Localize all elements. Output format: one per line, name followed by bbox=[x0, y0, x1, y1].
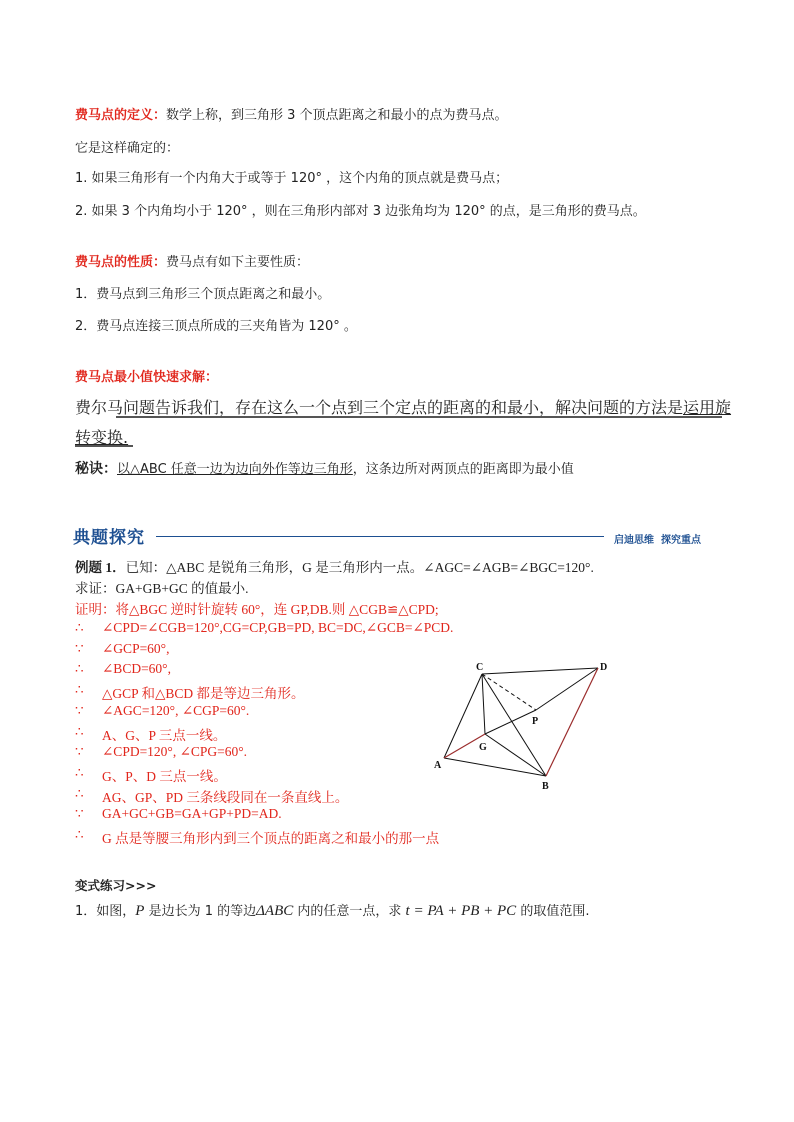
proof-step-text: ∠CPD=∠CGB=120°,CG=CP,GB=PD, BC=DC,∠GCB=∠PCD. bbox=[102, 620, 454, 635]
proof-step-text: GA+GC+GB=GA+GP+PD=AD. bbox=[102, 806, 282, 822]
proof-step-symbol: ∴ bbox=[75, 723, 84, 739]
label-C: C bbox=[476, 662, 484, 673]
practice-question-1 bbox=[75, 900, 589, 920]
tip-label: 秘诀： bbox=[75, 461, 117, 477]
q1-var-P: P bbox=[135, 903, 145, 919]
quick-underline-rule bbox=[116, 416, 722, 418]
segment-AB bbox=[444, 758, 546, 776]
label-A: A bbox=[434, 760, 442, 771]
label-P: P bbox=[532, 716, 539, 727]
q1-mid2: 内的任意一点，求 bbox=[293, 904, 406, 919]
section-banner-title: 典题探究 bbox=[73, 528, 145, 548]
proof-step-text: ∠AGC=120°, ∠CGP=60°. bbox=[102, 702, 250, 718]
tip-rest: ，这条边所对两顶点的距离即为最小值 bbox=[352, 462, 574, 477]
quick-heading: 费马点最小值快速求解： bbox=[75, 370, 219, 385]
proof-step-text: AG、GP、PD 三条线段同在一条直线上。 bbox=[102, 789, 349, 805]
definition-rule-1: 1. 如果三角形有一个内角大于或等于 120° ，这个内角的顶点就是费马点； bbox=[75, 171, 509, 186]
properties-line bbox=[75, 251, 309, 270]
proof-step-symbol: ∵ bbox=[75, 744, 84, 760]
proof-step-symbol: ∵ bbox=[75, 806, 84, 822]
section-banner-tags bbox=[614, 531, 701, 546]
proof-step-text: △GCP 和△BCD 都是等边三角形。 bbox=[102, 686, 305, 702]
practice-heading: 变式练习>>> bbox=[75, 878, 157, 893]
properties-item-1: 1．费马点到三角形三个顶点距离之和最小。 bbox=[75, 287, 331, 302]
q1-post: 的取值范围. bbox=[516, 904, 590, 919]
proof-step-symbol: ∴ bbox=[75, 682, 84, 698]
quick-line-1-underlined: 运用旋 bbox=[683, 398, 732, 417]
segment-CP-dashed bbox=[482, 674, 536, 710]
proof-step-text: A、G、P 三点一线。 bbox=[102, 727, 227, 743]
proof-step-symbol: ∴ bbox=[75, 620, 84, 635]
segment-CG bbox=[482, 674, 485, 734]
example-line-2: 求证：GA+GB+GC 的值最小. bbox=[75, 581, 249, 596]
quick-underline-rule-2 bbox=[75, 445, 133, 447]
definition-rule-2: 2. 如果 3 个内角均小于 120° ，则在三角形内部对 3 边张角均为 120° 的点，是三角形的费马点。 bbox=[75, 204, 646, 219]
label-D: D bbox=[600, 662, 608, 673]
quick-line-2-underlined: 转变换. bbox=[75, 428, 129, 447]
definition-intro: 它是这样确定的： bbox=[75, 141, 180, 156]
properties-item-2: 2．费马点连接三顶点所成的三夹角皆为 120° 。 bbox=[75, 319, 357, 334]
segment-GP bbox=[485, 710, 539, 734]
definition-text: 数学上称，到三角形 3 个顶点距离之和最小的点为费马点。 bbox=[166, 108, 508, 123]
proof-step-text: G、P、D 三点一线。 bbox=[102, 768, 227, 784]
q1-triangle: ΔABC bbox=[256, 903, 294, 919]
proof-step-symbol: ∵ bbox=[75, 640, 84, 656]
quick-line-1 bbox=[75, 395, 731, 418]
proof-step-text: ∠GCP=60°, bbox=[102, 640, 170, 656]
quick-tip bbox=[75, 458, 574, 478]
tip-underlined: 以△ABC 任意一边为边向外作等边三角形 bbox=[117, 462, 353, 477]
definition-heading: 费马点的定义： bbox=[75, 108, 167, 123]
q1-expression: t = PA + PB + PC bbox=[405, 903, 517, 919]
proof-step-text: ∠CPD=120°, ∠CPG=60°. bbox=[102, 744, 248, 760]
proof-step-symbol: ∴ bbox=[75, 785, 84, 801]
example-given: 已知：△ABC 是锐角三角形，G 是三角形内一点。∠AGC=∠AGB=∠BGC=120°. bbox=[125, 560, 594, 575]
proof-step-text: G 点是等腰三角形内到三个顶点的距离之和最小的那一点 bbox=[102, 831, 440, 846]
proof-step-symbol: ∴ bbox=[75, 764, 84, 780]
properties-heading: 费马点的性质： bbox=[75, 255, 167, 270]
proof-step-symbol: ∵ bbox=[75, 702, 84, 718]
segment-CA bbox=[444, 674, 482, 758]
proof-step-text: ∠BCD=60°, bbox=[102, 661, 171, 677]
example-line-1 bbox=[75, 556, 594, 576]
quick-line-1-text: 费尔马问题告诉我们，存在这么一个点到三个定点的距离的和最小，解决问题的方法是 bbox=[75, 398, 684, 417]
segment-PD bbox=[536, 668, 598, 710]
q1-pre: 1．如图， bbox=[75, 904, 136, 919]
label-G: G bbox=[479, 742, 487, 753]
properties-text: 费马点有如下主要性质： bbox=[166, 255, 310, 270]
segment-DB bbox=[546, 668, 598, 776]
segment-GB bbox=[485, 734, 546, 776]
banner-tag-2: 探究重点 bbox=[660, 535, 701, 546]
example-label: 例题 1． bbox=[75, 560, 126, 575]
proof-step-symbol: ∴ bbox=[75, 827, 84, 842]
proof-step-symbol: ∴ bbox=[75, 661, 84, 677]
section-banner-line bbox=[156, 536, 604, 537]
geometry-figure bbox=[428, 658, 618, 798]
definition-line bbox=[75, 104, 508, 123]
q1-mid: 是边长为 1 的等边 bbox=[144, 904, 257, 919]
banner-tag-1: 启迪思维 bbox=[614, 535, 654, 546]
label-B: B bbox=[542, 781, 549, 792]
proof-head: 证明：将△BGC 逆时针旋转 60°，连 GP,DB.则 △CGB≌△CPD; bbox=[75, 602, 439, 617]
segment-CD bbox=[482, 668, 598, 674]
